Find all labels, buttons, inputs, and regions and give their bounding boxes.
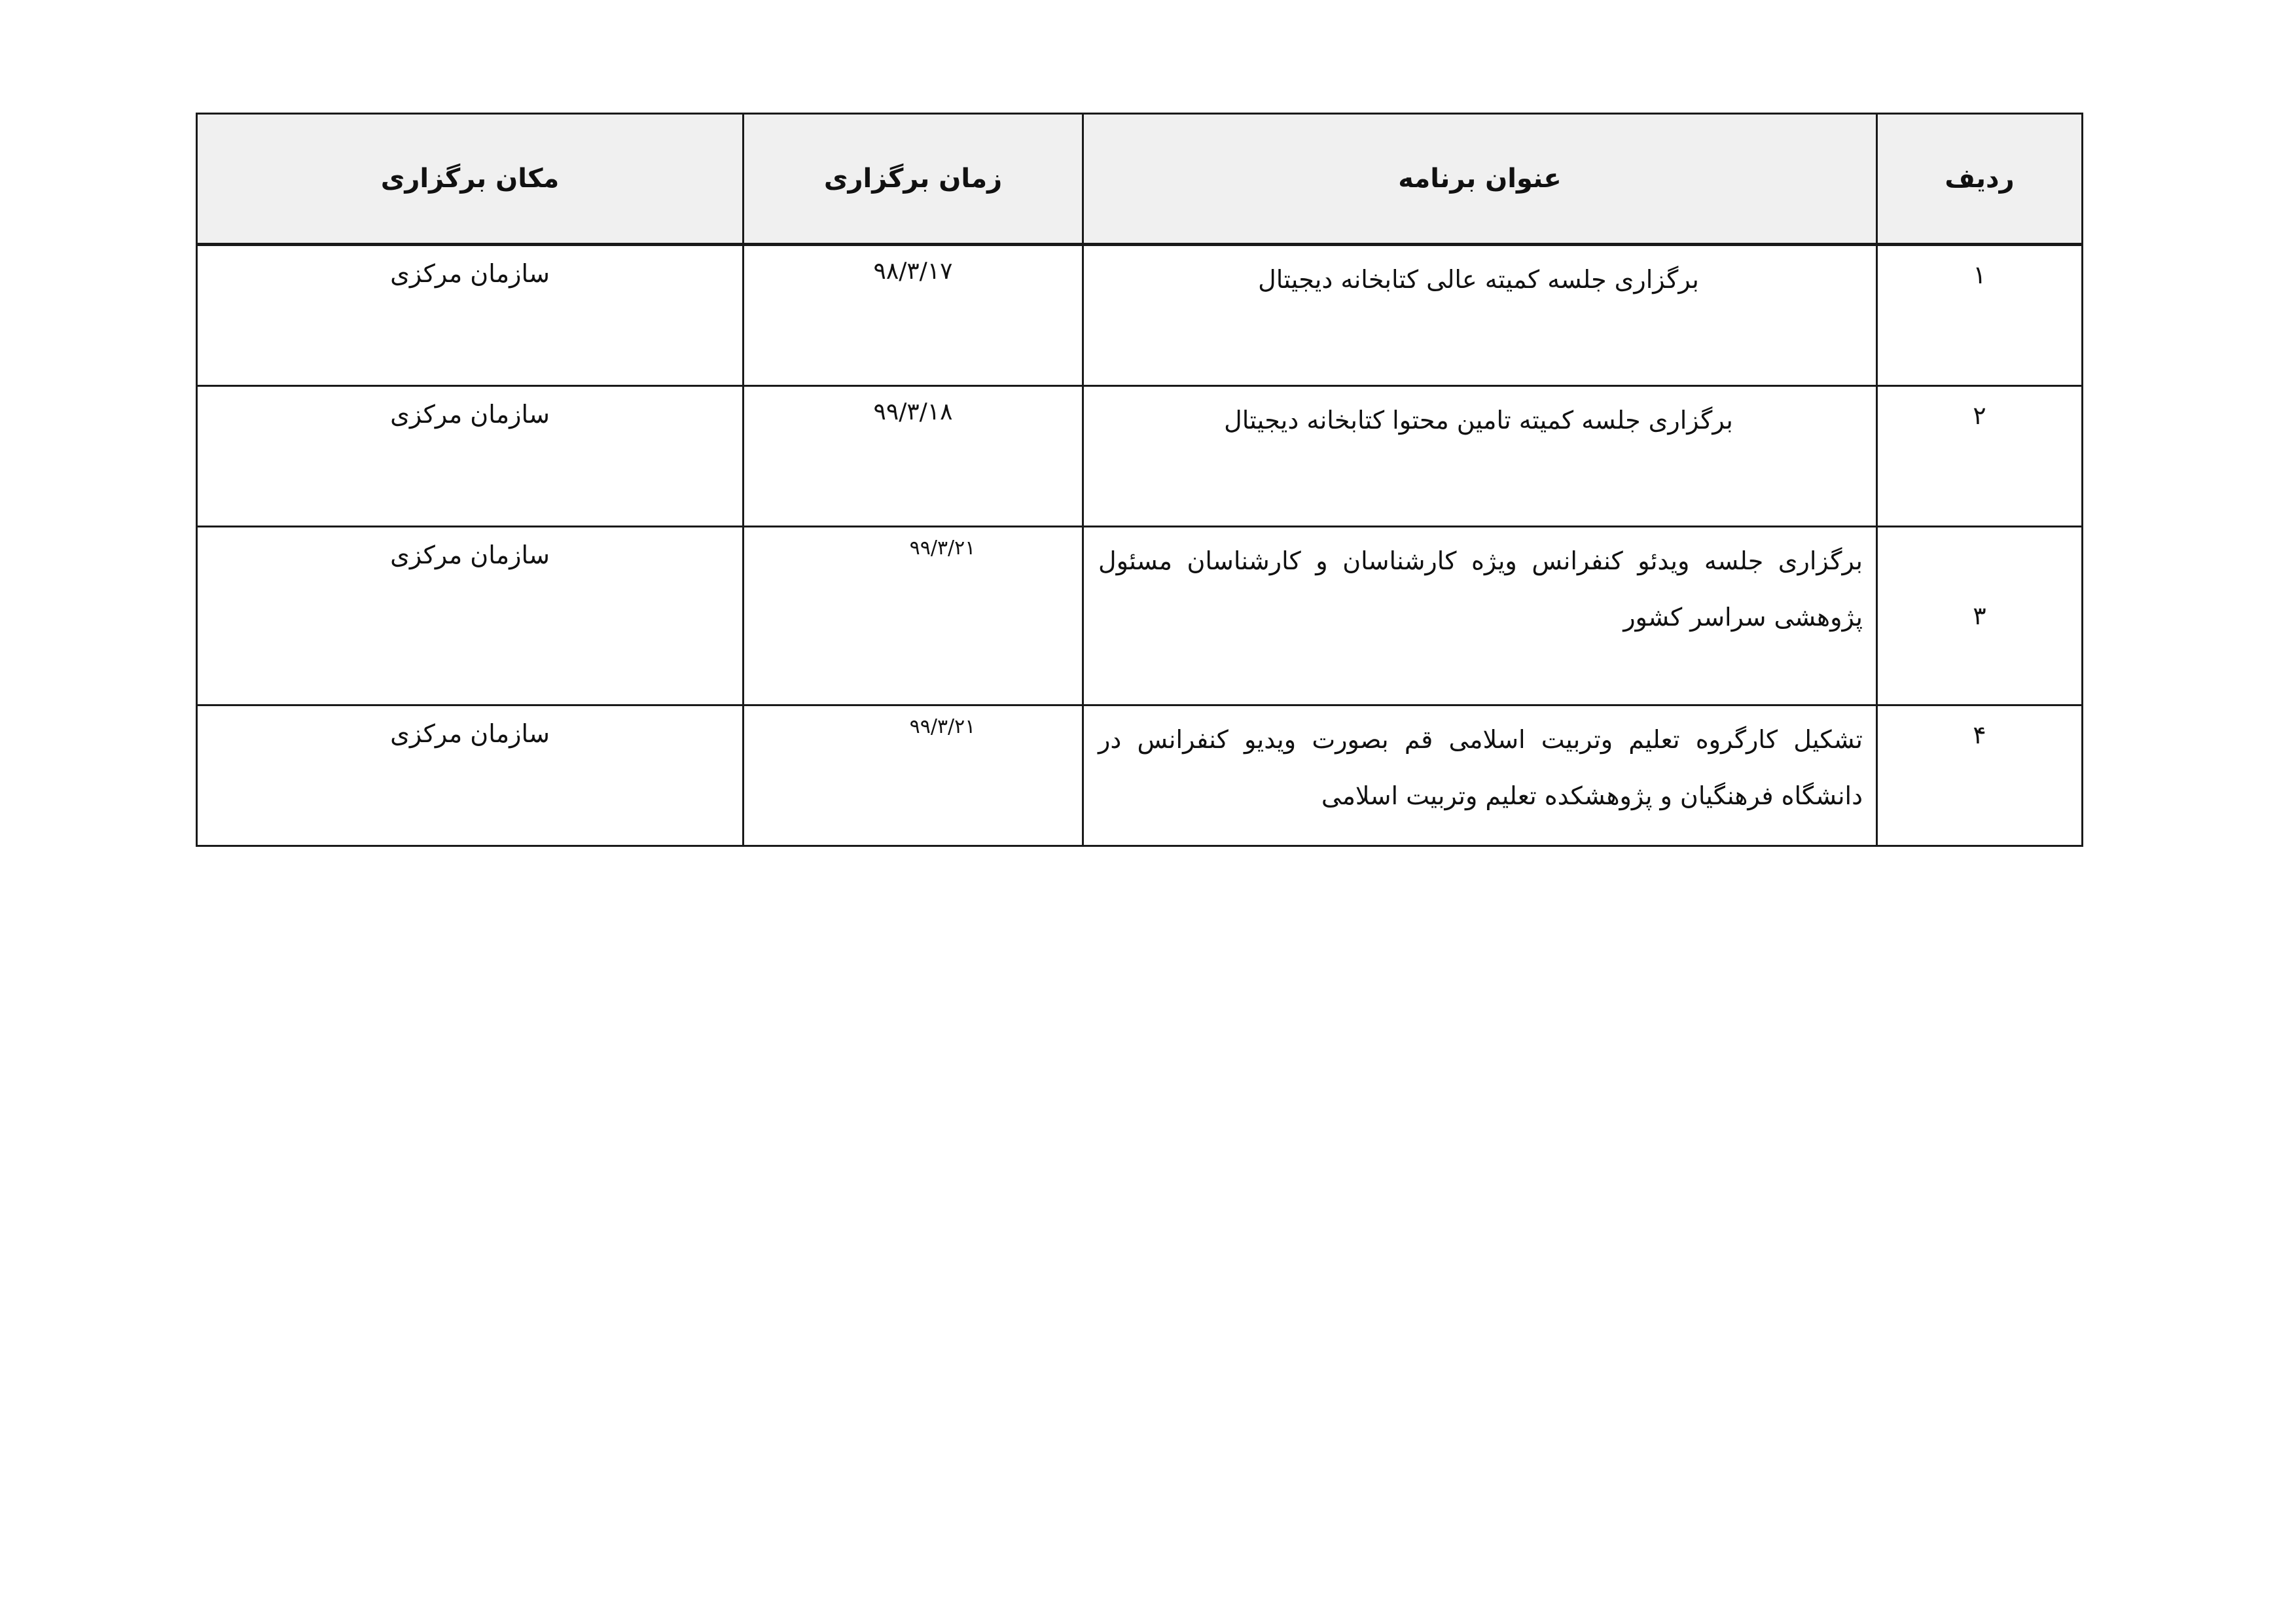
time-cell: ۹۹/۳/۱۸ — [744, 386, 1083, 527]
table-body — [197, 245, 2083, 846]
row-number-cell: ۲ — [1877, 386, 2083, 527]
program-title-cell: برگزاری جلسه کمیته تامین محتوا کتابخانه دیجیتال — [1083, 386, 1877, 527]
header-row — [197, 114, 2083, 245]
header-program-title: عنوان برنامه — [1083, 114, 1877, 245]
header-place: مکان برگزاری — [197, 114, 744, 245]
program-schedule-table — [196, 113, 2083, 847]
table-row — [197, 386, 2083, 527]
place-cell: سازمان مرکزی — [197, 527, 744, 705]
time-cell: ۹۹/۳/۲۱ — [744, 705, 1083, 846]
row-number-cell: ۳ — [1877, 527, 2083, 705]
place-cell: سازمان مرکزی — [197, 386, 744, 527]
time-cell: ۹۸/۳/۱۷ — [744, 245, 1083, 386]
time-cell: ۹۹/۳/۲۱ — [744, 527, 1083, 705]
table-header — [197, 114, 2083, 245]
table-row — [197, 527, 2083, 705]
row-number-cell: ۴ — [1877, 705, 2083, 846]
header-time: زمان برگزاری — [744, 114, 1083, 245]
place-cell: سازمان مرکزی — [197, 245, 744, 386]
program-title-cell: برگزاری جلسه کمیته عالی کتابخانه دیجیتال — [1083, 245, 1877, 386]
table-row — [197, 245, 2083, 386]
table-row — [197, 705, 2083, 846]
program-title-cell: برگزاری جلسه ویدئو کنفرانس ویژه کارشناسان و کارشناسان مسئول پژوهشی سراسر کشور — [1083, 527, 1877, 705]
program-title-cell: تشکیل کارگروه تعلیم وتربیت اسلامی قم بصورت ویدیو کنفرانس در دانشگاه فرهنگیان و پژوهشکده تعلیم وتربیت اسلامی — [1083, 705, 1877, 846]
row-number-cell: ۱ — [1877, 245, 2083, 386]
header-row-number: ردیف — [1877, 114, 2083, 245]
place-cell: سازمان مرکزی — [197, 705, 744, 846]
